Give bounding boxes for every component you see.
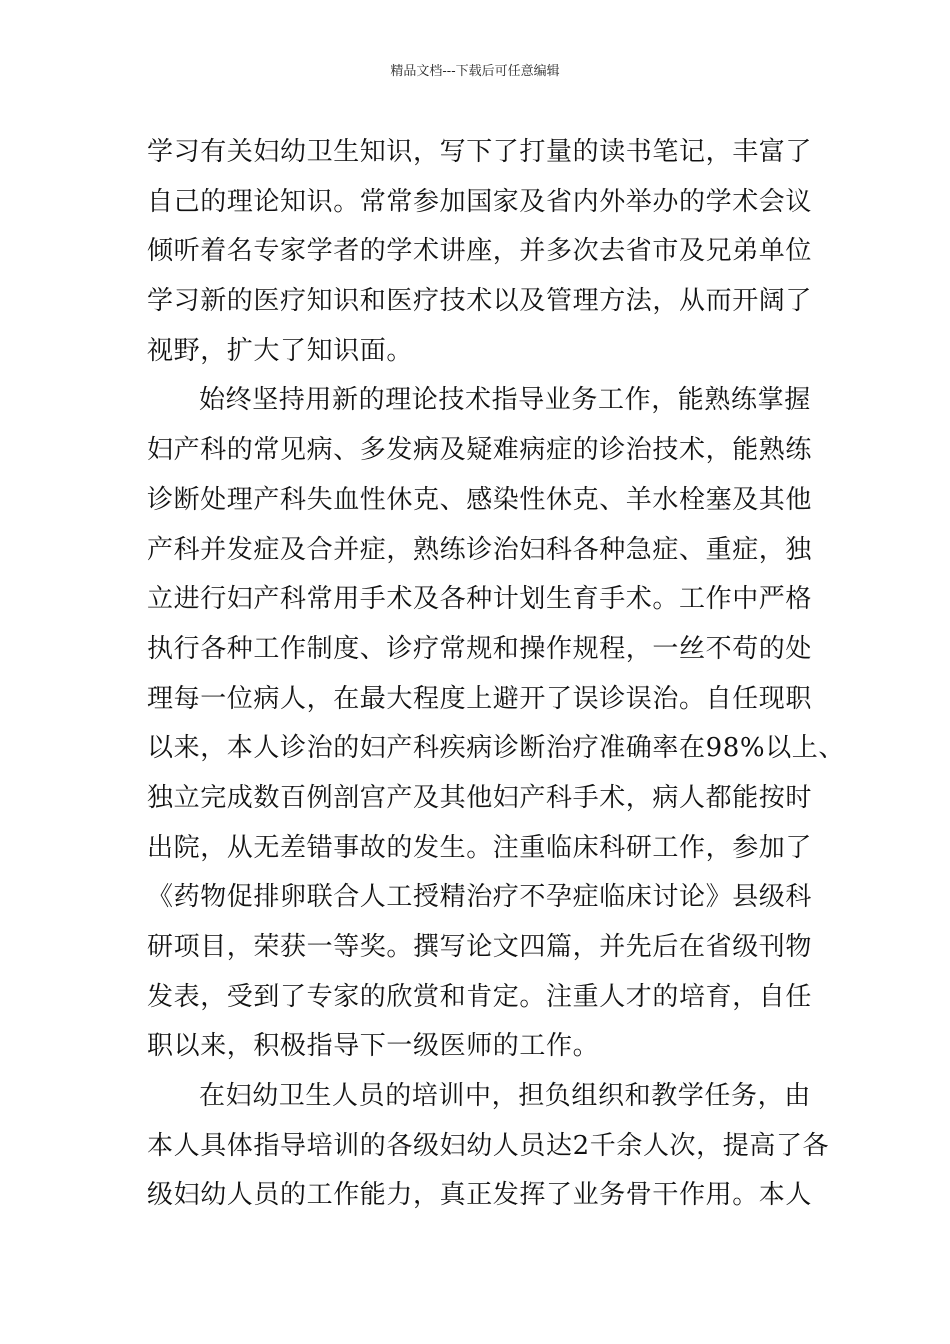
paragraph xyxy=(147,1072,830,1221)
text-line: 产科并发症及合并症，熟练诊治妇科各种急症、重症，独 xyxy=(147,534,813,565)
text-line: 妇产科的常见病、多发病及疑难病症的诊治技术，能熟练 xyxy=(147,435,813,466)
text-line: 理每一位病人，在最大程度上避开了误诊误治。自任现职 xyxy=(147,683,813,714)
text-line: 倾听着名专家学者的学术讲座，并多次去省市及兄弟单位 xyxy=(147,236,813,267)
text-line: 在妇幼卫生人员的培训中，担负组织和教学任务，由 xyxy=(199,1081,811,1112)
text-line: 研项目，荣获一等奖。撰写论文四篇，并先后在省级刊物 xyxy=(147,932,813,962)
document-body xyxy=(147,128,845,1221)
text-line: 立进行妇产科常用手术及各种计划生育手术。工作中严格 xyxy=(147,584,813,615)
text-line: 发表，受到了专家的欣赏和肯定。注重人才的培育，自任 xyxy=(147,981,813,1012)
text-line: 始终坚持用新的理论技术指导业务工作，能熟练掌握 xyxy=(199,385,811,416)
text-line: 自己的理论知识。常常参加国家及省内外举办的学术会议 xyxy=(147,186,813,217)
page-header: 精品文档---下载后可任意编辑 xyxy=(390,64,560,79)
text-line: 学习有关妇幼卫生知识，写下了打量的读书笔记，丰富了 xyxy=(147,137,813,167)
text-line: 诊断处理产科失血性休克、感染性休克、羊水栓塞及其他 xyxy=(147,484,813,515)
text-line: 视野，扩大了知识面。 xyxy=(147,335,414,366)
text-line: 执行各种工作制度、诊疗常规和操作规程，一丝不苟的处 xyxy=(147,633,813,664)
text-line: 出院，从无差错事故的发生。注重临床科研工作，参加了 xyxy=(147,832,813,863)
paragraph xyxy=(147,128,813,376)
text-line: 《药物促排卵联合人工授精治疗不孕症临床讨论》县级科 xyxy=(147,882,813,913)
text-line: 独立完成数百例剖宫产及其他妇产科手术，病人都能按时 xyxy=(147,782,813,813)
text-line: 本人具体指导培训的各级妇幼人员达2千余人次，提高了各 xyxy=(147,1130,830,1161)
text-line: 以来，本人诊治的妇产科疾病诊断治疗准确率在98%以上、 xyxy=(147,733,845,764)
paragraph xyxy=(147,376,845,1072)
text-line: 学习新的医疗知识和医疗技术以及管理方法，从而开阔了 xyxy=(147,286,813,317)
text-line: 职以来，积极指导下一级医师的工作。 xyxy=(147,1031,600,1062)
text-line: 级妇幼人员的工作能力，真正发挥了业务骨干作用。本人 xyxy=(147,1180,813,1211)
